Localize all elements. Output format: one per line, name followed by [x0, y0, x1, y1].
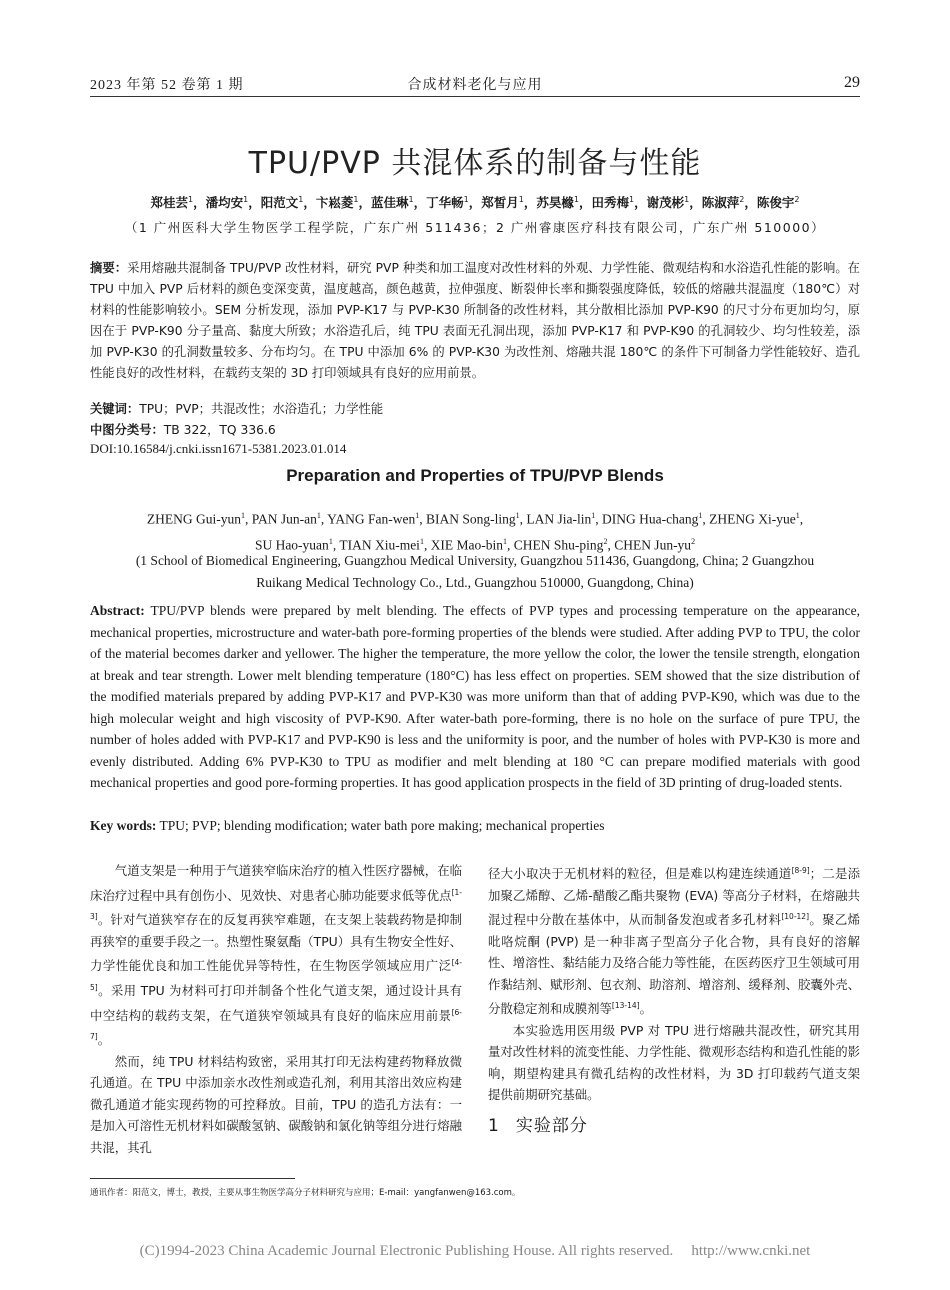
- keywords-cn-label: 关键词：: [90, 402, 140, 416]
- author-affiliation-mark: 1: [408, 194, 414, 204]
- author-name: 卞崧菱: [315, 195, 354, 210]
- author-name: 阳范文: [260, 195, 299, 210]
- body-paragraph: 然而，纯 TPU 材料结构致密，采用其打印无法构建药物释放微孔通道。在 TPU 中添加亲水改性剂或造孔剂，利用其溶出效应构建微孔通道才能实现药物的可控释放。目前，TPU 的造孔方法有：一是加入可溶性无机材料如碳酸氢钠、碳酸钠和氯化钠等组分进行熔融共混，其孔: [90, 1053, 462, 1155]
- running-header: [90, 74, 860, 97]
- author-name: 田秀梅: [591, 195, 630, 210]
- authors-en-line-2: SU Hao-yuan$^1$, TIAN Xiu-mei$^1$, XIE Mao-bin$^1$, CHEN Shu-ping$^2$, CHEN Jun-$yu^2$: [254, 536, 696, 552]
- author-affiliation-mark: 2: [603, 536, 608, 546]
- author-name: TIAN Xiu-mei: [339, 537, 420, 552]
- citation-ref: [8-9]: [791, 866, 810, 875]
- author-affiliation-mark: 1: [518, 194, 524, 204]
- author-name: SU Hao-yuan: [254, 537, 329, 552]
- authors-en-line-1: ZHENG Gui-yun$^1$, PAN Jun-$an^1$, YANG Fan-wen$^1$, BIAN Song-ling$^1$, LAN Jia-lin$^1$, DING Hua-chang$^1$, ZHENG Xi-yue$^1$,: [146, 511, 804, 527]
- author-affiliation-mark: 1: [684, 194, 690, 204]
- author-name: ZHENG Xi-yue: [709, 511, 796, 527]
- body-column-left: [90, 860, 462, 1158]
- keywords-en: [90, 818, 860, 834]
- abstract-cn: [90, 258, 860, 384]
- author-name: XIE Mao-bin: [430, 537, 504, 552]
- authors-en: [90, 505, 860, 556]
- author-name: 陈淑萍: [701, 195, 740, 210]
- author-name: 陈俊宇: [756, 195, 795, 210]
- cnki-link[interactable]: http://www.cnki.net: [691, 1243, 811, 1259]
- body-paragraph: 气道支架是一种用于气道狭窄临床治疗的植入性医疗器械，在临床治疗过程中具有创伤小、见效快、对患者心肺功能要求低等优点[1-3]。针对气道狭窄存在的反复再狭窄难题，在支架上装载药物是抑制再狭窄的重要手段之一。热塑性聚氨酯（TPU）具有生物安全性好、力学性能优良和加工性能优异等特性，在生物医学领域应用广泛[4-5]。采用 TPU 为材料可打印并制备个性化气道支架，通过设计具有中空结构的载药支架，在气道狭窄领域具有良好的临床应用前景[6-7]。: [90, 863, 462, 1048]
- author-affiliation-mark: 1: [573, 194, 579, 204]
- author-affiliation-mark: 1: [188, 194, 194, 204]
- citation-ref: [6-7]: [90, 1007, 462, 1042]
- body-paragraph: 本实验选用医用级 PVP 对 TPU 进行熔融共混改性，研究其用量对改性材料的流变性能、力学性能、微观形态结构和造孔性能的影响，期望构建具有微孔结构的改性材料，为 3D 打印载药气道支架提供前期研究基础。: [488, 1022, 860, 1103]
- author-affiliation-mark: 1: [698, 511, 703, 520]
- author-affiliation-mark: 1: [328, 536, 333, 546]
- clc-label: 中图分类号：: [90, 423, 164, 437]
- author-affiliation-mark: 1: [415, 511, 420, 520]
- author-name: PAN Jun-an: [251, 511, 317, 527]
- doi: DOI:10.16584/j.cnki.issn1671-5381.2023.01.014: [90, 441, 347, 456]
- author-name: 苏昊橼: [536, 195, 574, 210]
- body-column-right: [488, 860, 860, 1137]
- affiliations-en-line-1: (1 School of Biomedical Engineering, Guangzhou Medical University, Guangzhou 511436, Guangdong, China; 2 Guangzhou: [135, 553, 815, 568]
- keywords-en-label: Key words:: [90, 818, 157, 833]
- citation-ref: [4-5]: [90, 958, 462, 992]
- abstract-cn-label: 摘要：: [90, 261, 128, 275]
- page-number: 29: [844, 74, 860, 91]
- author-name: 丁华畅: [426, 195, 464, 210]
- author-name: 郑桂芸: [150, 195, 189, 210]
- affiliations-en: [90, 550, 860, 594]
- author-affiliation-mark: 1: [503, 536, 508, 546]
- citation-ref: [1-3]: [90, 887, 462, 922]
- abstract-en: [90, 600, 860, 794]
- author-name: 谢茂彬: [646, 195, 685, 210]
- keywords-cn-text: TPU；PVP；共混改性；水浴造孔；力学性能: [139, 402, 384, 416]
- author-name: ZHENG Gui-yun: [146, 511, 241, 527]
- author-name: 郑皙月: [481, 195, 519, 210]
- section-heading: [488, 1116, 860, 1138]
- author-affiliation-mark: 2: [691, 536, 696, 546]
- author-affiliation-mark: 2: [739, 194, 745, 204]
- author-name: BIAN Song-ling: [426, 511, 516, 527]
- author-affiliation-mark: 1: [419, 536, 424, 546]
- author-name: DING Hua-chang: [602, 511, 699, 527]
- author-affiliation-mark: 1: [241, 511, 245, 520]
- author-name: LAN Jia-lin: [526, 511, 592, 527]
- affiliations-en-line-2: Ruikang Medical Technology Co., Ltd., Guangzhou 510000, Guangdong, China): [256, 575, 694, 590]
- authors-cn: 郑桂芸$^1$，潘均安$^1$，阳范文$^1$，卞崧菱$^1$，蓝佳琳$^1$，丁华畅$^1$，郑皙月$^1$，苏昊橼$^1$，田秀梅$^1$，谢茂彬$^1$，陈淑萍$^2$，陈俊宇$^2$: [150, 194, 800, 210]
- author-affiliation-mark: 2: [794, 194, 800, 204]
- copyright-text: (C)1994-2023 China Academic Journal Electronic Publishing House. All rights reserved.: [139, 1243, 674, 1259]
- author-name: CHEN Shu-ping: [513, 537, 604, 552]
- keywords-cn: [90, 399, 860, 420]
- author-affiliation-mark: 1: [591, 511, 596, 520]
- author-name: 蓝佳琳: [371, 195, 409, 210]
- author-name: CHEN Jun-yu: [614, 537, 692, 552]
- title-en: Preparation and Properties of TPU/PVP Blends: [286, 466, 664, 485]
- author-name: 潘均安: [205, 195, 244, 210]
- section-title: 实验部分: [515, 1115, 588, 1136]
- author-affiliation-mark: 1: [795, 511, 800, 520]
- citation-ref: [13-14]: [611, 1001, 640, 1011]
- footnote: 通讯作者：阳范文，博士，教授，主要从事生物医学高分子材料研究与应用；E-mail：yangfanwen@163.com。: [90, 1188, 521, 1198]
- abstract-en-label: Abstract:: [90, 603, 145, 618]
- author-affiliation-mark: 1: [298, 194, 304, 204]
- abstract-en-text: TPU/PVP blends were prepared by melt blending. The effects of PVP types and processing temperature on the appearance, mechanical properties, microstructure and water-bath pore-forming properties of the blends were studied. After adding PVP to TPU, the color of the material becomes darker and yellower. The higher the temperature, the more yellow the color, the lower the tensile strength, elongation at break and tear strength. Lower melt blending temperature (180°C) has less effect on properties. SEM showed that the size distribution of the modified materials prepared by adding PVP-K17 and PVP-K30 was more uniform than that of adding PVP-K90, which was due to the high molecular weight and high viscosity of PVP-K90. After water-bath pore-forming, there is no hole on the surface of pure TPU, the number of holes added with PVP-K17 and PVP-K90 is less and the uniformity is poor, and the number of holes with PVP-K30 is more and evenly distributed. Adding 6% PVP-K30 to TPU as modifier and melt blending at 180 °C can prepare modified materials with good mechanical properties and good pore-forming properties. It has good application prospects in the field of 3D printing of drug-loaded stents.: [90, 603, 860, 790]
- clc-number: [90, 420, 860, 441]
- author-affiliation-mark: 1: [316, 511, 321, 520]
- copyright-line: [0, 1243, 950, 1260]
- author-affiliation-mark: 1: [243, 194, 249, 204]
- author-affiliation-mark: 1: [515, 511, 520, 520]
- body-paragraph: 径大小取决于无机材料的粒径，但是难以构建连续通道[8-9]；二是添加聚乙烯醇、乙烯-醋酸乙酯共聚物 (EVA) 等高分子材料，在熔融共混过程中分散在基体中，从而制备发泡或者多孔材料[10-12]。聚乙烯吡咯烷酮 (PVP) 是一种非离子型高分子化合物，具有良好的溶解性、增溶性、黏结能力及络合能力等性能，在医药医疗卫生领域可用作黏结剂、赋形剂、包衣剂、助溶剂、增溶剂、缓释剂、胶囊外壳、分散稳定剂和成膜剂等[13-14]。: [488, 866, 861, 1017]
- affiliations-cn: （1 广州医科大学生物医学工程学院，广东广州 511436；2 广州睿康医疗科技有限公司，广东广州 510000）: [124, 220, 826, 235]
- abstract-cn-text: 采用熔融共混制备 TPU/PVP 改性材料，研究 PVP 种类和加工温度对改性材料的外观、力学性能、微观结构和水浴造孔性能的影响。在 TPU 中加入 PVP 后材料的颜色变深变黄，温度越高，颜色越黄，拉伸强度、断裂伸长率和撕裂强度降低，较低的熔融共混温度（180℃）对材料的性能影响较小。SEM 分析发现，添加 PVP-K17 与 PVP-K30 所制备的改性材料，其分散相比添加 PVP-K90 的尺寸分布更加均匀，原因在于 PVP-K90 分子量高、黏度大所致；水浴造孔后，纯 TPU 表面无孔洞出现，添加 PVP-K17 和 PVP-K90 的孔洞较少、均匀性较差，添加 PVP-K30 的孔洞数量较多、分布均匀。在 TPU 中添加 6% 的 PVP-K30 为改性剂、熔融共混 180℃ 的条件下可制备力学性能较好、造孔性能良好的改性材料，在载药支架的 3D 打印领域具有良好的应用前景。: [90, 261, 860, 380]
- footnote-rule: [90, 1178, 295, 1179]
- author-affiliation-mark: 1: [353, 194, 359, 204]
- keywords-en-text: TPU; PVP; blending modification; water bath pore making; mechanical properties: [159, 818, 605, 833]
- section-number: 1: [488, 1115, 500, 1136]
- clc-text: TB 322，TQ 336.6: [163, 423, 276, 437]
- citation-ref: [10-12]: [781, 912, 809, 922]
- author-name: YANG Fan-wen: [327, 511, 416, 527]
- journal-issue: 2023 年第 52 卷第 1 期: [90, 78, 244, 93]
- journal-name: 合成材料老化与应用: [407, 78, 543, 93]
- author-affiliation-mark: 1: [629, 194, 635, 204]
- author-affiliation-mark: 1: [463, 194, 469, 204]
- title-cn: TPU/PVP 共混体系的制备与性能: [248, 146, 702, 181]
